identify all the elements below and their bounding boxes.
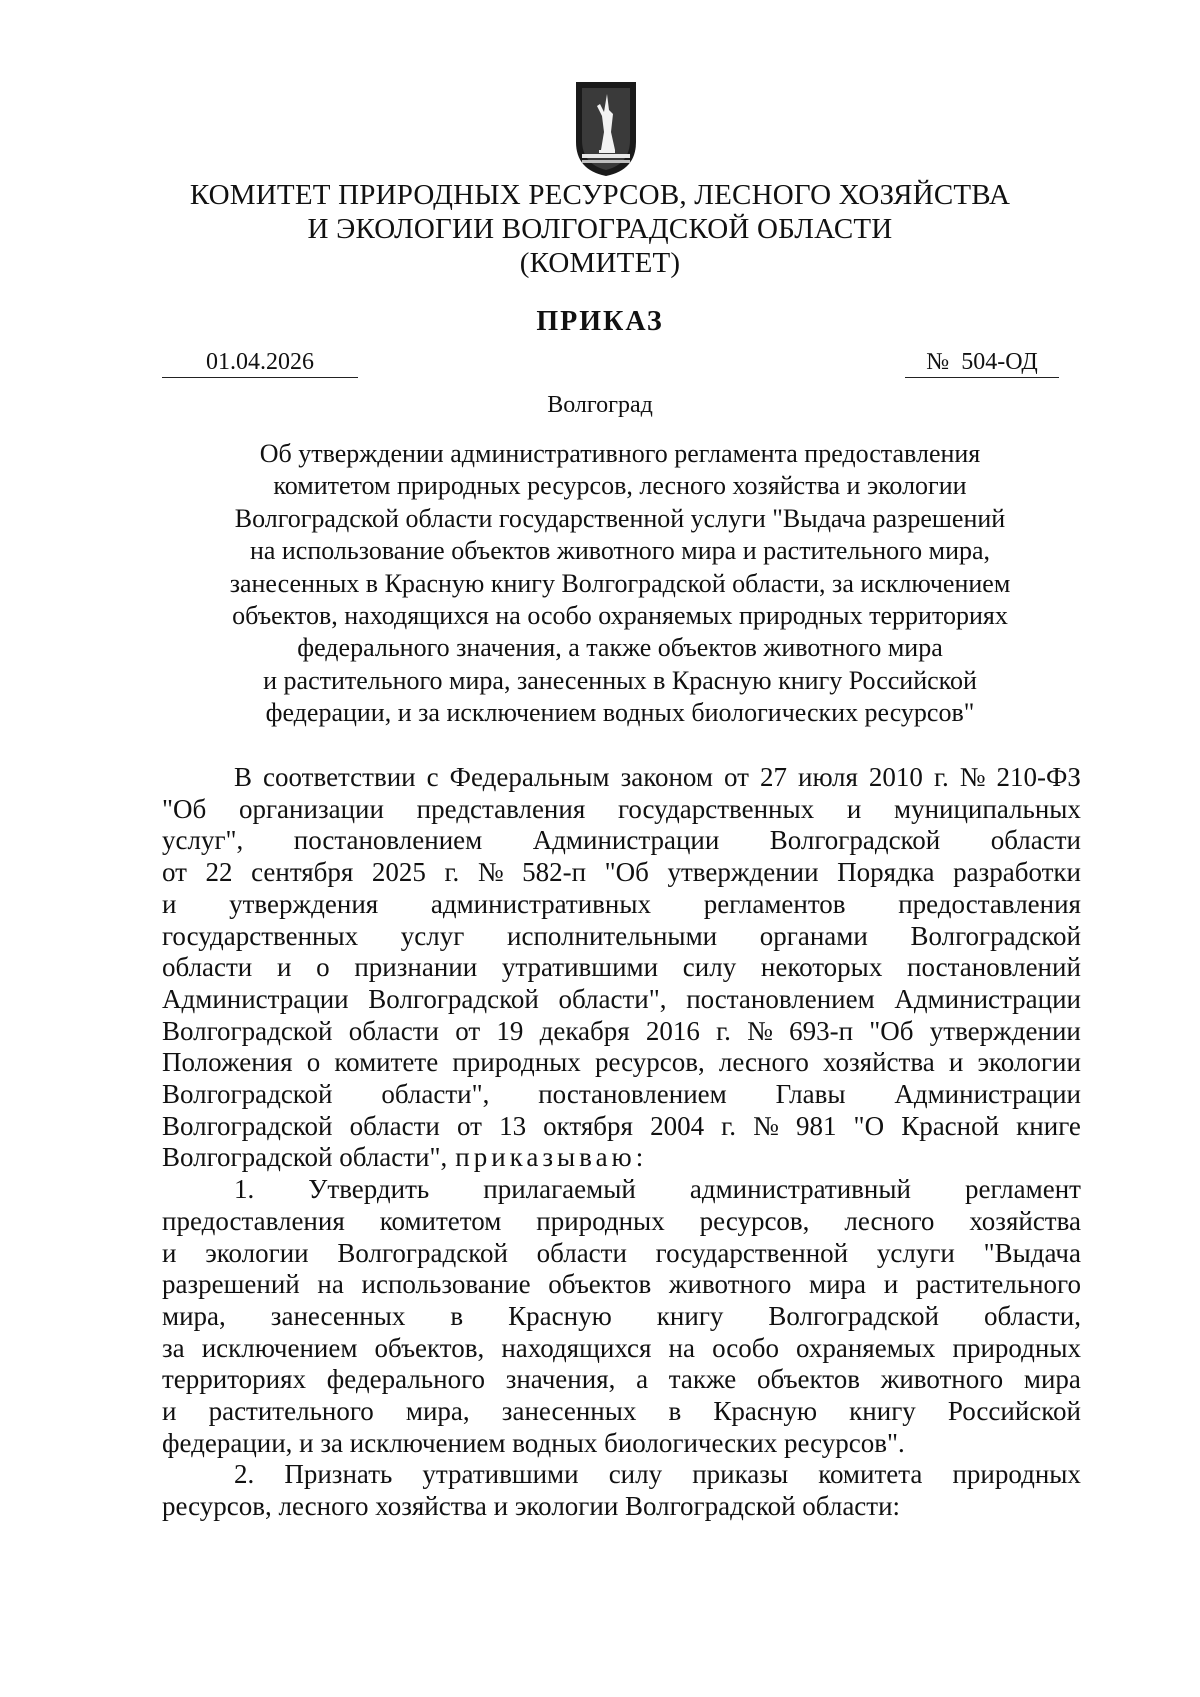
word: на	[668, 1332, 695, 1363]
word: природных	[952, 1459, 1081, 1490]
word: постановлением	[686, 983, 875, 1014]
word: ресурсов,	[699, 1205, 810, 1236]
document-title	[150, 438, 1090, 730]
word: муниципальных	[894, 793, 1081, 824]
word: 1.	[234, 1174, 255, 1205]
word: 582-п	[522, 857, 587, 888]
word: объектов,	[374, 1332, 485, 1363]
word: Волгоградской	[368, 983, 539, 1014]
word: утверждения	[229, 888, 379, 919]
word: предоставления	[898, 888, 1081, 919]
word: "Об	[869, 1015, 914, 1046]
word: растительного	[208, 1396, 374, 1427]
word: находящихся	[501, 1332, 652, 1363]
word: от	[455, 1015, 481, 1046]
word: значения,	[505, 1364, 616, 1395]
word: хозяйства	[969, 1205, 1081, 1236]
word: признании	[354, 952, 478, 983]
preamble-last-text: Волгоградской области",	[162, 1142, 448, 1173]
word: федерального	[326, 1364, 485, 1395]
word: Волгоградской	[910, 920, 1081, 951]
word: а	[636, 1364, 649, 1395]
word: от	[457, 1110, 482, 1141]
word: книгу	[656, 1300, 724, 1331]
word: постановлением	[538, 1079, 727, 1110]
word: постановлений	[907, 952, 1081, 983]
word: государственных	[617, 793, 815, 824]
word: Утвердить	[308, 1174, 430, 1205]
word: экологии	[205, 1237, 309, 1268]
word: также	[668, 1364, 737, 1395]
word: сентября	[251, 857, 354, 888]
word: и	[162, 1396, 177, 1427]
word: некоторых	[760, 952, 883, 983]
word: и	[162, 1237, 177, 1268]
word: соответствии	[263, 762, 416, 792]
word: растительного	[915, 1269, 1081, 1300]
document-date: 01.04.2026	[162, 347, 358, 378]
word: экологии	[977, 1047, 1081, 1078]
word: мира,	[405, 1396, 470, 1427]
word: Порядка	[837, 857, 935, 888]
word: ресурсов,	[594, 1047, 705, 1078]
word: г.	[933, 762, 949, 792]
word: исполнительными	[507, 920, 718, 951]
org-line: КОМИТЕТ ПРИРОДНЫХ РЕСУРСОВ, ЛЕСНОГО ХОЗЯЙСТВА	[189, 179, 1011, 211]
word: области	[348, 1015, 439, 1046]
word: 2004	[650, 1110, 705, 1141]
item-2-last-line: ресурсов, лесного хозяйства и экологии Волгоградской области:	[162, 1491, 901, 1522]
word: исключением	[201, 1332, 358, 1363]
word: утратившими	[501, 952, 659, 983]
text-line	[162, 1174, 1081, 1206]
word: и	[883, 1269, 899, 1300]
word: г.	[444, 857, 460, 888]
word: природных	[452, 1047, 581, 1078]
word: законом	[620, 762, 713, 792]
word: услуги	[876, 1237, 955, 1268]
word: Положения	[162, 1047, 293, 1078]
word: 19	[496, 1015, 524, 1046]
word: разрешений	[162, 1269, 300, 1300]
word: регламентов	[703, 888, 846, 919]
word: 22	[205, 857, 233, 888]
text-line	[162, 889, 1081, 921]
word: области	[536, 1237, 627, 1268]
word: области	[162, 952, 253, 983]
word: Администрации	[894, 1079, 1081, 1110]
preamble-paragraph	[162, 762, 1081, 1142]
word: комитетом	[379, 1205, 502, 1236]
word: объектов	[757, 1364, 860, 1395]
word: 2016	[645, 1015, 700, 1046]
word: и	[948, 1047, 964, 1078]
word: прилагаемый	[483, 1174, 636, 1205]
title-line: объектов, находящихся на особо охраняемых природных территориях	[232, 601, 1008, 631]
title-line: федерации, и за исключением водных биологических ресурсов"	[265, 698, 975, 728]
word: области,	[983, 1300, 1081, 1331]
word: о	[316, 952, 330, 983]
word: Администрации	[532, 825, 720, 856]
word: комитете	[334, 1047, 439, 1078]
word: Волгоградской	[337, 1237, 508, 1268]
word: "Выдача	[983, 1237, 1081, 1268]
word: книге	[1016, 1110, 1081, 1141]
text-line	[162, 825, 1081, 857]
word: приказы	[692, 1459, 789, 1490]
word: "Об	[604, 857, 649, 888]
word: лесного	[718, 1047, 809, 1078]
organization-name	[130, 178, 1070, 280]
word: 693-п	[789, 1015, 854, 1046]
org-line: (КОМИТЕТ)	[519, 247, 681, 279]
word: на	[317, 1269, 344, 1300]
word: лесного	[844, 1205, 935, 1236]
title-line: комитетом природных ресурсов, лесного хозяйства и экологии	[273, 471, 967, 501]
title-line: и растительного мира, занесенных в Красную книгу Российской	[263, 665, 977, 695]
word: Волгоградской	[162, 1110, 333, 1141]
word: утверждении	[929, 1015, 1081, 1046]
word: охраняемых	[796, 1332, 936, 1363]
text-line	[162, 1111, 1081, 1143]
text-line	[162, 1333, 1081, 1365]
word: за	[162, 1332, 185, 1363]
document-number: 504-ОД	[961, 349, 1038, 375]
word: государственных	[162, 920, 359, 951]
word: Главы	[775, 1079, 846, 1110]
text-line	[162, 1238, 1081, 1270]
word: с	[426, 762, 439, 792]
word: области",	[558, 983, 667, 1014]
word: животного	[668, 1269, 792, 1300]
word: мира,	[162, 1300, 226, 1331]
text-line	[162, 1364, 1081, 1396]
coat-of-arms-emblem	[573, 80, 639, 178]
word: утратившими	[422, 1459, 579, 1490]
word: области	[990, 825, 1081, 856]
text-line	[162, 1396, 1081, 1428]
preamble-closing-line	[162, 1142, 1081, 1174]
word: объектов	[548, 1269, 652, 1300]
word: Волгоградской	[162, 1015, 333, 1046]
text-line	[162, 1206, 1081, 1238]
word: комитета	[818, 1459, 923, 1490]
word: использование	[361, 1269, 531, 1300]
word: июля	[798, 762, 858, 792]
text-line	[162, 1459, 1081, 1491]
word: Администрации	[162, 983, 349, 1014]
word: в	[668, 1396, 682, 1427]
word: 2.	[234, 1459, 255, 1490]
word: "О	[853, 1110, 885, 1141]
text-line	[162, 952, 1081, 984]
text-line	[162, 857, 1081, 889]
word: октября	[543, 1110, 633, 1141]
text-line	[162, 1301, 1081, 1333]
word: государственной	[655, 1237, 849, 1268]
word: Администрации	[894, 983, 1081, 1014]
text-line	[162, 1047, 1081, 1079]
word: 210-ФЗ	[996, 762, 1081, 792]
word: услуг	[400, 920, 465, 951]
word: 13	[499, 1110, 527, 1141]
word: предоставления	[162, 1205, 345, 1236]
word: и	[276, 952, 292, 983]
word: животного	[880, 1364, 1004, 1395]
word: органами	[759, 920, 868, 951]
word: г.	[716, 1015, 731, 1046]
text-line	[162, 1016, 1081, 1048]
text-line	[162, 921, 1081, 953]
word: разработки	[953, 857, 1081, 888]
word: мира	[1023, 1364, 1081, 1395]
word: занесенных	[501, 1396, 637, 1427]
item-1-paragraph	[162, 1174, 1081, 1428]
text-line	[162, 1079, 1081, 1111]
word: хозяйства	[823, 1047, 935, 1078]
word: Красную	[713, 1396, 818, 1427]
word: В	[234, 762, 253, 792]
text-line	[162, 1269, 1081, 1301]
word: Российской	[947, 1396, 1081, 1427]
word: услуг",	[162, 825, 244, 856]
item-2-paragraph	[162, 1459, 1081, 1491]
document-type: ПРИКАЗ	[536, 306, 664, 337]
word: представления	[416, 793, 586, 824]
text-line	[162, 794, 1081, 826]
word: 981	[795, 1110, 837, 1141]
text-line	[162, 984, 1081, 1016]
word: Волгоградской	[162, 1079, 333, 1110]
word: от	[162, 857, 187, 888]
word: территориях	[162, 1364, 307, 1395]
word: 2025	[371, 857, 426, 888]
word: №	[959, 762, 986, 792]
word: силу	[608, 1459, 663, 1490]
word: Красной	[901, 1110, 1000, 1141]
word: декабря	[539, 1015, 630, 1046]
word: Волгоградской	[768, 1300, 939, 1331]
word: 27	[760, 762, 787, 792]
word: утверждении	[667, 857, 819, 888]
org-line: И ЭКОЛОГИИ ВОЛГОГРАДСКОЙ ОБЛАСТИ	[307, 213, 893, 245]
word: 2010	[868, 762, 923, 792]
word: Волгоградской	[769, 825, 941, 856]
title-line: Об утверждении административного регламента предоставления	[259, 439, 981, 468]
word: Признать	[284, 1459, 393, 1490]
word: Красную	[508, 1300, 612, 1331]
word: г.	[721, 1110, 736, 1141]
number-sign: №	[926, 349, 950, 375]
word: особо	[712, 1332, 779, 1363]
word: №	[477, 857, 504, 888]
word: от	[724, 762, 749, 792]
word: организации	[238, 793, 384, 824]
word: "Об	[162, 793, 207, 824]
document-number-field	[905, 347, 1059, 378]
word: силу	[682, 952, 737, 983]
title-line: на использование объектов животного мира и растительного мира,	[249, 536, 991, 566]
word: природных	[952, 1332, 1081, 1363]
title-line: федерального значения, а также объектов животного мира	[297, 633, 943, 663]
text-line	[162, 762, 1081, 794]
word: книгу	[849, 1396, 916, 1427]
word: Федеральным	[449, 762, 610, 792]
word: о	[306, 1047, 321, 1078]
word: природных	[536, 1205, 665, 1236]
title-line: Волгоградской области государственной услуги "Выдача разрешений	[234, 503, 1006, 533]
word: области",	[381, 1079, 490, 1110]
word: постановлением	[293, 825, 483, 856]
word: мира	[809, 1269, 867, 1300]
document-body	[162, 762, 1081, 1523]
order-word: приказываю:	[455, 1142, 648, 1173]
title-line: занесенных в Красную книгу Волгоградской области, за исключением	[229, 568, 1011, 598]
word: №	[747, 1015, 773, 1046]
word: области	[349, 1110, 440, 1141]
word: административных	[430, 888, 652, 919]
word: занесенных	[270, 1300, 406, 1331]
word: и	[162, 888, 177, 919]
word: административный	[689, 1174, 911, 1205]
word: №	[753, 1110, 779, 1141]
word: регламент	[964, 1174, 1081, 1205]
word: в	[450, 1300, 464, 1331]
item-1-last-line: федерации, и за исключением водных биологических ресурсов".	[162, 1427, 905, 1458]
word: и	[846, 793, 862, 824]
city: Волгоград	[547, 392, 653, 418]
